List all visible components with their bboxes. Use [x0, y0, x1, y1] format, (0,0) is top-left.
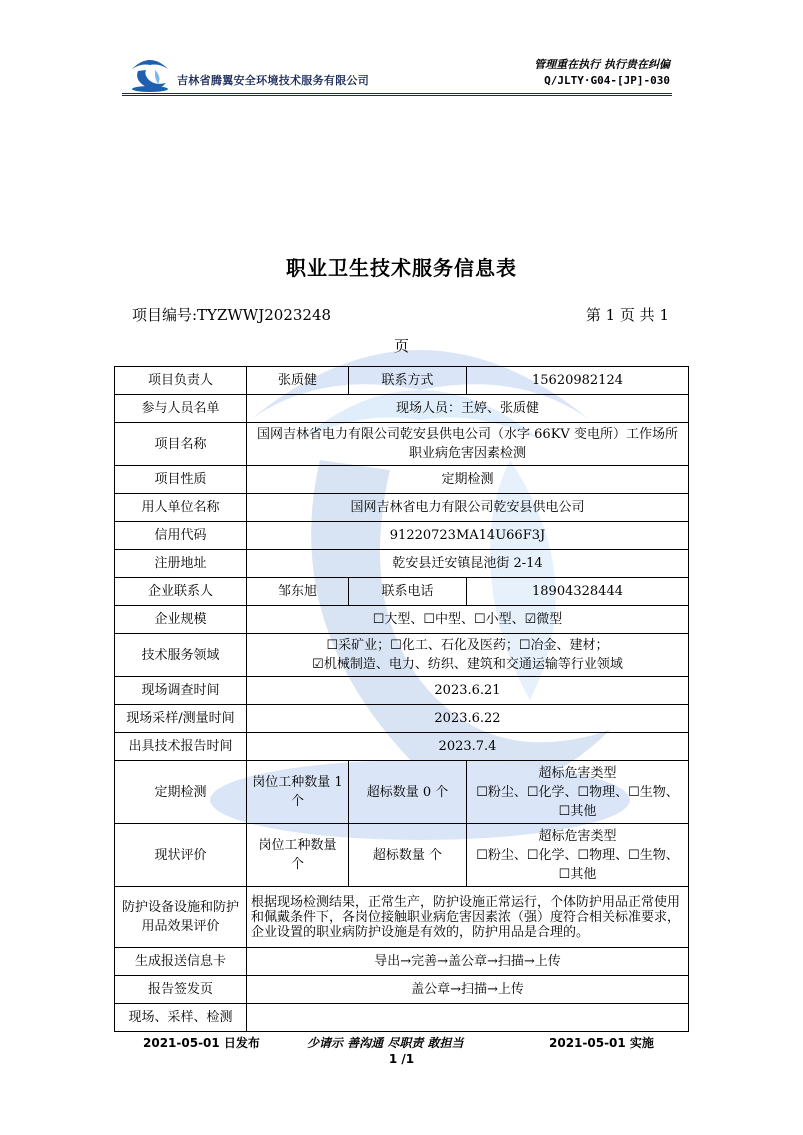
page-info: 第 1 页 共 1 — [585, 306, 669, 324]
table-row — [115, 395, 689, 423]
header-divider — [122, 93, 672, 96]
status-hazard — [467, 824, 689, 887]
periodic-exceed: 超标数量 0 个 — [349, 761, 467, 824]
card-label: 生成报送信息卡 — [115, 948, 247, 976]
field-line-1: ☐采矿业；☐化工、石化及医药；☐冶金、建材； — [326, 638, 609, 653]
address-value: 乾安县迁安镇昆池街 2-14 — [247, 550, 689, 578]
table-row — [115, 550, 689, 578]
protection-value: 根据现场检测结果，正常生产，防护设施正常运行，个体防护用品正常使用和佩戴条件下，各岗位接触职业病危害因素浓（强）度符合相关标准要求，企业设置的职业病防护设施是有效的，防护用品是合理的。 — [247, 887, 689, 948]
field-label: 技术服务领域 — [115, 634, 247, 677]
report-time-value: 2023.7.4 — [247, 733, 689, 761]
table-row — [115, 733, 689, 761]
report-time-label: 出具技术报告时间 — [115, 733, 247, 761]
table-row — [115, 761, 689, 824]
sampling-time-label: 现场采样/测量时间 — [115, 705, 247, 733]
table-row — [115, 705, 689, 733]
table-row — [115, 494, 689, 522]
last-row-label: 现场、采样、检测 — [115, 1004, 247, 1032]
project-nature-value: 定期检测 — [247, 466, 689, 494]
scale-label: 企业规模 — [115, 606, 247, 634]
periodic-hazard-types: ☐粉尘、☐化学、☐物理、☐生物、☐其他 — [476, 784, 679, 819]
field-line-2: ☑机械制造、电力、纺织、建筑和交通运输等行业领域 — [312, 657, 623, 672]
project-name-value: 国网吉林省电力有限公司乾安县供电公司（水字 66KV 变电所）工作场所职业病危害因素检测 — [247, 423, 689, 466]
contact-method-value: 15620982124 — [467, 367, 689, 395]
company-contact-label: 企业联系人 — [115, 578, 247, 606]
status-exceed: 超标数量 个 — [349, 824, 467, 887]
leader-label: 项目负责人 — [115, 367, 247, 395]
field-value — [247, 634, 689, 677]
issue-date: 2021-05-01 日发布 — [143, 1036, 260, 1050]
footer-motto: 少请示 善沟通 尽职责 敢担当 — [307, 1036, 464, 1050]
leader-value: 张质健 — [247, 367, 349, 395]
service-info-table — [114, 366, 689, 1032]
sampling-time-value: 2023.6.22 — [247, 705, 689, 733]
company-logo — [128, 55, 172, 93]
project-name-label: 项目名称 — [115, 423, 247, 466]
status-hazard-title: 超标危害类型 — [538, 828, 617, 844]
periodic-hazard-title: 超标危害类型 — [538, 765, 617, 781]
participants-value: 现场人员：王婷、张质健 — [247, 395, 689, 423]
table-row — [115, 677, 689, 705]
periodic-hazard — [467, 761, 689, 824]
table-row — [115, 1004, 689, 1032]
table-row — [115, 976, 689, 1004]
credit-code-value: 91220723MA14U66F3J — [247, 522, 689, 550]
survey-time-label: 现场调查时间 — [115, 677, 247, 705]
scale-value: ☐大型、☐中型、☐小型、☑微型 — [247, 606, 689, 634]
status-hazard-types: ☐粉尘、☐化学、☐物理、☐生物、☐其他 — [476, 847, 679, 882]
table-row — [115, 948, 689, 976]
table-row — [115, 367, 689, 395]
project-number: 项目编号:TYZWWJ2023248 — [132, 306, 332, 324]
company-contact-value: 邹东旭 — [247, 578, 349, 606]
table-row — [115, 824, 689, 887]
employer-value: 国网吉林省电力有限公司乾安县供电公司 — [247, 494, 689, 522]
document-code: Q/JLTY·G04-[JP]-030 — [544, 74, 670, 87]
employer-label: 用人单位名称 — [115, 494, 247, 522]
report-issue-value: 盖公章→扫描→上传 — [247, 976, 689, 1004]
credit-code-label: 信用代码 — [115, 522, 247, 550]
implement-date: 2021-05-01 实施 — [549, 1036, 654, 1050]
table-row — [115, 606, 689, 634]
page-title: 职业卫生技术服务信息表 — [286, 256, 517, 280]
address-label: 注册地址 — [115, 550, 247, 578]
table-row — [115, 578, 689, 606]
survey-time-value: 2023.6.21 — [247, 677, 689, 705]
phone-label: 联系电话 — [349, 578, 467, 606]
report-issue-label: 报告签发页 — [115, 976, 247, 1004]
periodic-label: 定期检测 — [115, 761, 247, 824]
company-name: 吉林省腾翼安全环境技术服务有限公司 — [177, 74, 370, 87]
last-row-value — [247, 1004, 689, 1032]
project-nature-label: 项目性质 — [115, 466, 247, 494]
contact-method-label: 联系方式 — [349, 367, 467, 395]
table-row — [115, 466, 689, 494]
protection-label: 防护设备设施和防护用品效果评价 — [115, 887, 247, 948]
table-row — [115, 887, 689, 948]
table-row — [115, 423, 689, 466]
page-info-continued: 页 — [393, 337, 409, 355]
participants-label: 参与人员名单 — [115, 395, 247, 423]
table-row — [115, 634, 689, 677]
phone-value: 18904328444 — [467, 578, 689, 606]
header-slogan: 管理重在执行 执行贵在纠偏 — [534, 58, 670, 71]
status-label: 现状评价 — [115, 824, 247, 887]
status-posts: 岗位工种数量 个 — [247, 824, 349, 887]
card-value: 导出→完善→盖公章→扫描→上传 — [247, 948, 689, 976]
page-number: 1 /1 — [388, 1052, 415, 1066]
table-row — [115, 522, 689, 550]
periodic-posts: 岗位工种数量 1 个 — [247, 761, 349, 824]
